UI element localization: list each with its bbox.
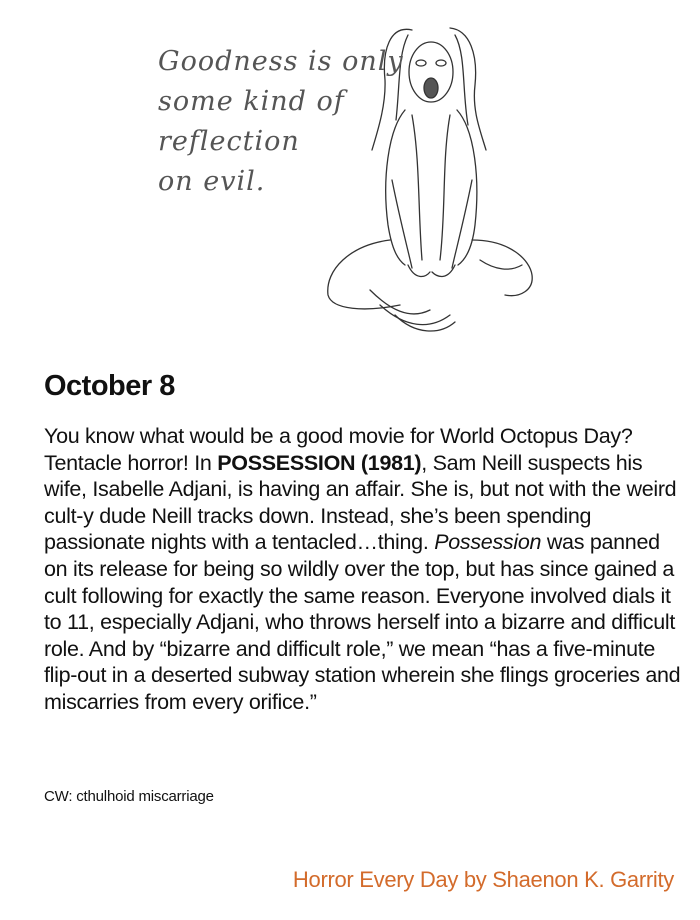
illustration-quote [158,42,404,202]
quote-line: some kind of [158,86,345,117]
entry-date-heading: October 8 [44,370,175,402]
paragraph-text: , Sam Neill suspects his wife, Isabelle Adjani, is having an affair. She is, but not with the weird cult-y dude Neill tracks down. Instead, she’s been spending passionate nights with a tentacled…thing. [44,450,677,555]
footer-credit: Horror Every Day by Shaenon K. Garrity [292,867,674,892]
quote-line: Goodness is only [158,46,404,77]
content-warning: CW: cthulhoid miscarriage [44,788,214,805]
paragraph-text: was panned on its release for being so wildly over the top, but has since gained a cult following for exactly the same reason. Everyone involved dials it to 11, especially Adjani, who throws herself into a bizarre and difficult role. And by “bizarre and difficult role,” we mean “has a five-minute flip-out in a deserted subway station wherein she flings groceries and miscarries from every orifice.” [44,530,681,714]
entry-paragraph [44,423,684,716]
quote-line: reflection [158,126,300,157]
paragraph-text: You know what would be a good movie for World Octopus Day? Tentacle horror! In [44,424,633,475]
quote-line: on evil. [158,166,266,197]
film-title: POSSESSION (1981) [217,450,422,475]
film-title-italic: Possession [434,530,542,555]
